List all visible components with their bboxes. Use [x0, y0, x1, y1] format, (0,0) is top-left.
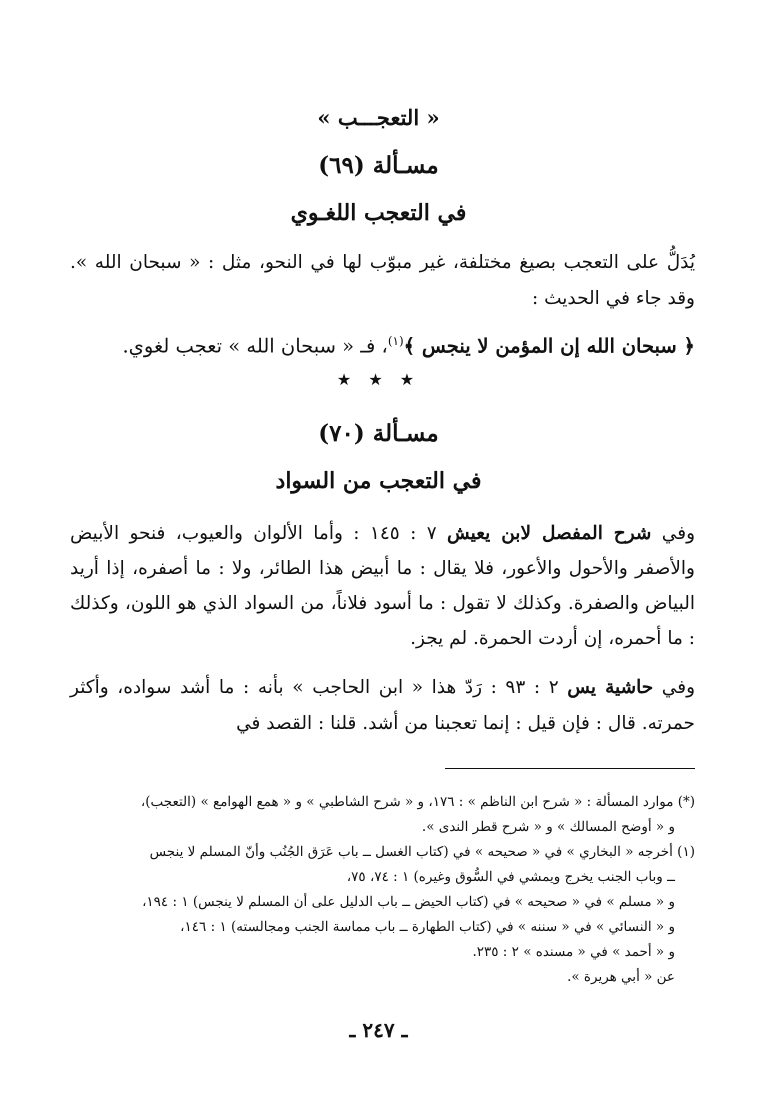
- section-separator: ★ ★ ★: [336, 370, 421, 389]
- footnote-divider: [445, 768, 695, 769]
- issue-70-title: في التعجب من السواد: [275, 468, 482, 494]
- footnote-1-line-5: و « أحمد » في « مسنده » ٢ : ٢٣٥.: [472, 944, 675, 960]
- issue-69-heading: مسـألة (٦٩): [318, 152, 439, 179]
- issue-70-paragraph-2: [70, 670, 695, 742]
- issue-69-title: في التعجب اللغـوي: [290, 200, 467, 226]
- section-heading: « التعجـــب »: [317, 105, 440, 130]
- footnote-1-line-4: و « النسائي » في « سننه » في (كتاب الطهارة ــ باب مماسة الجنب ومجالسته) ١ : ١٤٦،: [180, 919, 675, 935]
- p4-prefix: وفي: [653, 677, 696, 698]
- p4-text: ٢ : ٩٣ : رَدّ هذا « ابن الحاجب » بأنه : ما أشد سواده، وأكثر حمرته. قال : فإن قيل : إنما تعجبنا من أشد. قلنا : القصد في: [70, 677, 695, 734]
- issue-69-paragraph: يُدَلُّ على التعجب بصيغ مختلفة، غير مبوّب لها في النحو، مثل : « سبحان الله ». وقد جاء في الحديث :: [70, 252, 695, 309]
- hadith-tail: ، فـ « سبحان الله » تعجب لغوي.: [122, 334, 388, 358]
- footnote-star-line-1: (*) موارد المسألة : « شرح ابن الناظم » : ١٧٦، و « شرح الشاطبي » و « همع الهوامع » (التعجب)،: [140, 794, 695, 810]
- issue-70-paragraph-1: [70, 516, 695, 656]
- footnote-1-line-3: و « مسلم » في « صحيحه » في (كتاب الحيض ــ باب الدليل على أن المسلم لا ينجس) ١ : ١٩٤،: [142, 894, 675, 910]
- p4-source: حاشية يس: [567, 677, 654, 698]
- footnote-1-line-2: ــ وباب الجنب يخرج ويمشي في السُّوق وغيره) ١ : ٧٤، ٧٥،: [346, 869, 675, 885]
- footnote-star-line-2: و « أوضح المسالك » و « شرح قطر الندى ».: [421, 819, 675, 835]
- footnote-1-line-6: عن « أبي هريرة ».: [567, 969, 675, 985]
- footnote-1-line-1: (١) أخرجه « البخاري » في « صحيحه » في (كتاب الغسل ــ باب عَرَق الجُنُب وأنّ المسلم لا ينجس: [149, 844, 695, 860]
- issue-70-heading: مسـألة (٧٠): [318, 420, 439, 447]
- footnote-ref-1[interactable]: (١): [387, 334, 404, 348]
- page-number: ـ ٢٤٧ ـ: [349, 1018, 408, 1042]
- p3-text: ٧ : ١٤٥ : وأما الألوان والعيوب، فنحو الأبيض والأصفر والأحول والأعور، فلا يقال : ما أبيض هذا الطائر، ولا : ما أصفره، إذا أريد البياض والصفرة. وكذلك لا تقول : ما أسود فلاناً، من السواد الذي هو اللون، وكذلك : ما أحمره، إن أردت الحمرة. لم يجز.: [70, 523, 695, 649]
- issue-69-hadith-line: [70, 323, 695, 365]
- footnotes: [70, 790, 695, 990]
- p3-prefix: وفي: [651, 523, 695, 544]
- hadith-quote: ﴿ سبحان الله إن المؤمن لا ينجس ﴾: [403, 334, 695, 358]
- p3-source: شرح المفصل لابن يعيش: [447, 523, 652, 544]
